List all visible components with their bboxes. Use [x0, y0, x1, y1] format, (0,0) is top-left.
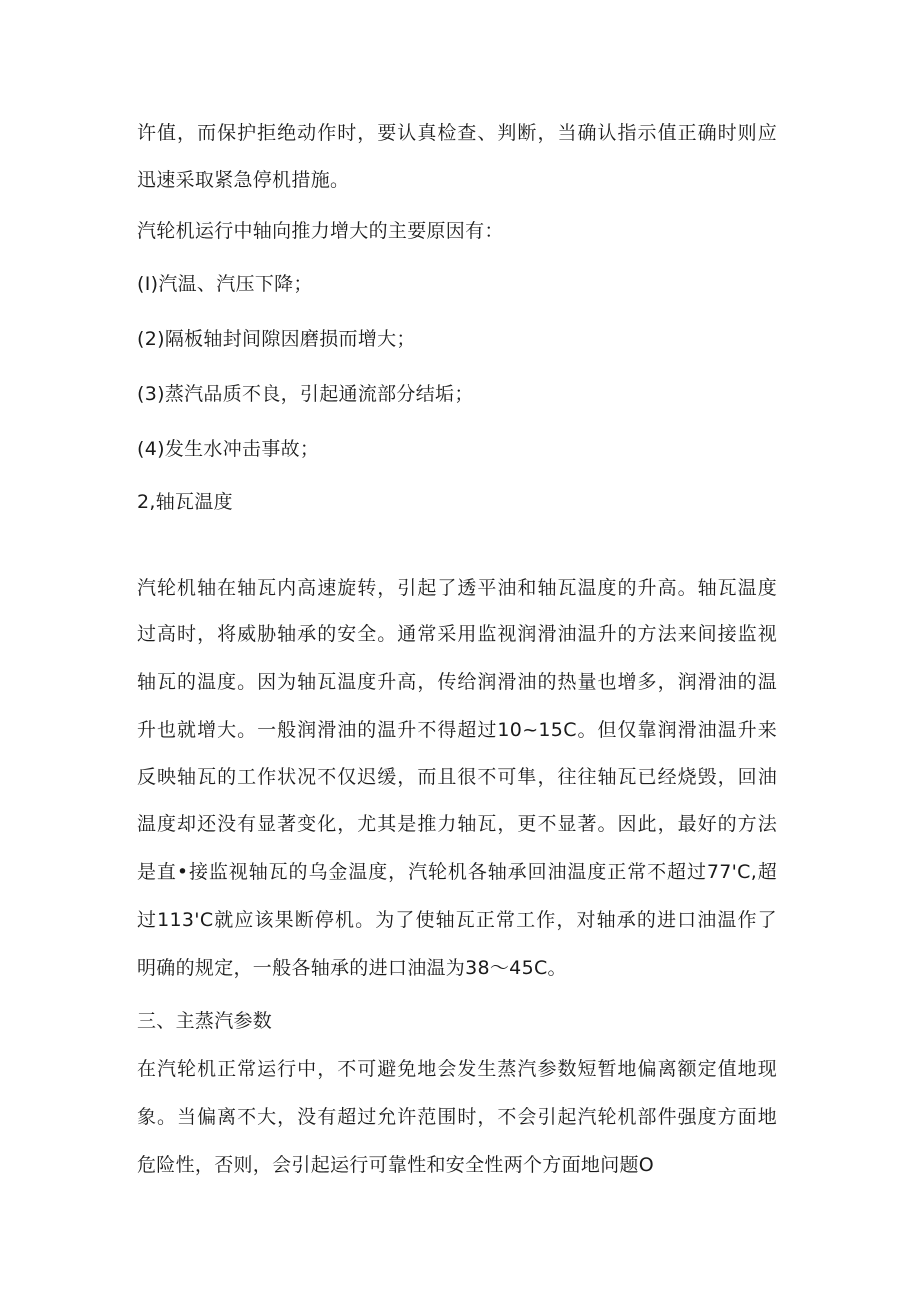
cause-item-3: (3)蒸汽品质不良，引起通流部分结垢； [137, 383, 474, 405]
bearing-paragraph-line-2: 过高时，将威胁轴承的安全。通常采用监视润滑油温升的方法来间接监视 [137, 623, 777, 645]
bearing-paragraph-line-6: 温度却还没有显著变化，尤其是推力轴瓦，更不显著。因此，最好的方法 [137, 813, 777, 835]
intro-line-2: 迅速采取紧急停机措施。 [137, 169, 350, 191]
steam-paragraph-line-1: 在汽轮机正常运行中，不可避免地会发生蒸汽参数短暂地偏离额定值地现 [137, 1058, 777, 1080]
bearing-paragraph-line-5: 反映轴瓦的工作状况不仅迟缓，而且很不可隼，往往轴瓦已经烧毁，回油 [137, 766, 777, 788]
bearing-paragraph-line-3: 轴瓦的温度。因为轴瓦温度升高，传给润滑油的热量也增多，润滑油的温 [137, 671, 777, 693]
cause-item-2: (2)隔板轴封间隙因磨损而增大； [137, 328, 416, 350]
steam-paragraph-line-3: 危险性，否则，会引起运行可靠性和安全性两个方面地问题O [137, 1154, 655, 1176]
axial-thrust-heading: 汽轮机运行中轴向推力增大的主要原因有： [137, 220, 504, 242]
main-steam-heading: 三、主蒸汽参数 [137, 1010, 273, 1032]
bearing-paragraph-line-9: 明确的规定，一般各轴承的进口油温为38～45C。 [137, 957, 567, 979]
cause-item-4: (4)发生水冲击事故； [137, 438, 320, 460]
bearing-paragraph-line-8: 过113'C就应该果断停机。为了使轴瓦正常工作，对轴承的进口油温作了 [137, 909, 777, 931]
cause-item-1: (I)汽温、汽压下降； [137, 273, 313, 295]
bearing-temperature-heading: 2,轴瓦温度 [137, 491, 233, 513]
steam-paragraph-line-2: 象。当偏离不大，没有超过允许范围时，不会引起汽轮机部件强度方面地 [137, 1106, 777, 1128]
bearing-paragraph-line-4: 升也就增大。一般润滑油的温升不得超过10~15C。但仅靠润滑油温升来 [137, 719, 777, 741]
bearing-paragraph-line-7: 是直•接监视轴瓦的乌金温度，汽轮机各轴承回油温度正常不超过77'C,超 [137, 861, 777, 883]
intro-line-1: 许值，而保护拒绝动作时，要认真检查、判断，当确认指示值正确时则应 [137, 122, 777, 144]
bearing-paragraph-line-1: 汽轮机轴在轴瓦内高速旋转，引起了透平油和轴瓦温度的升高。轴瓦温度 [137, 577, 777, 599]
